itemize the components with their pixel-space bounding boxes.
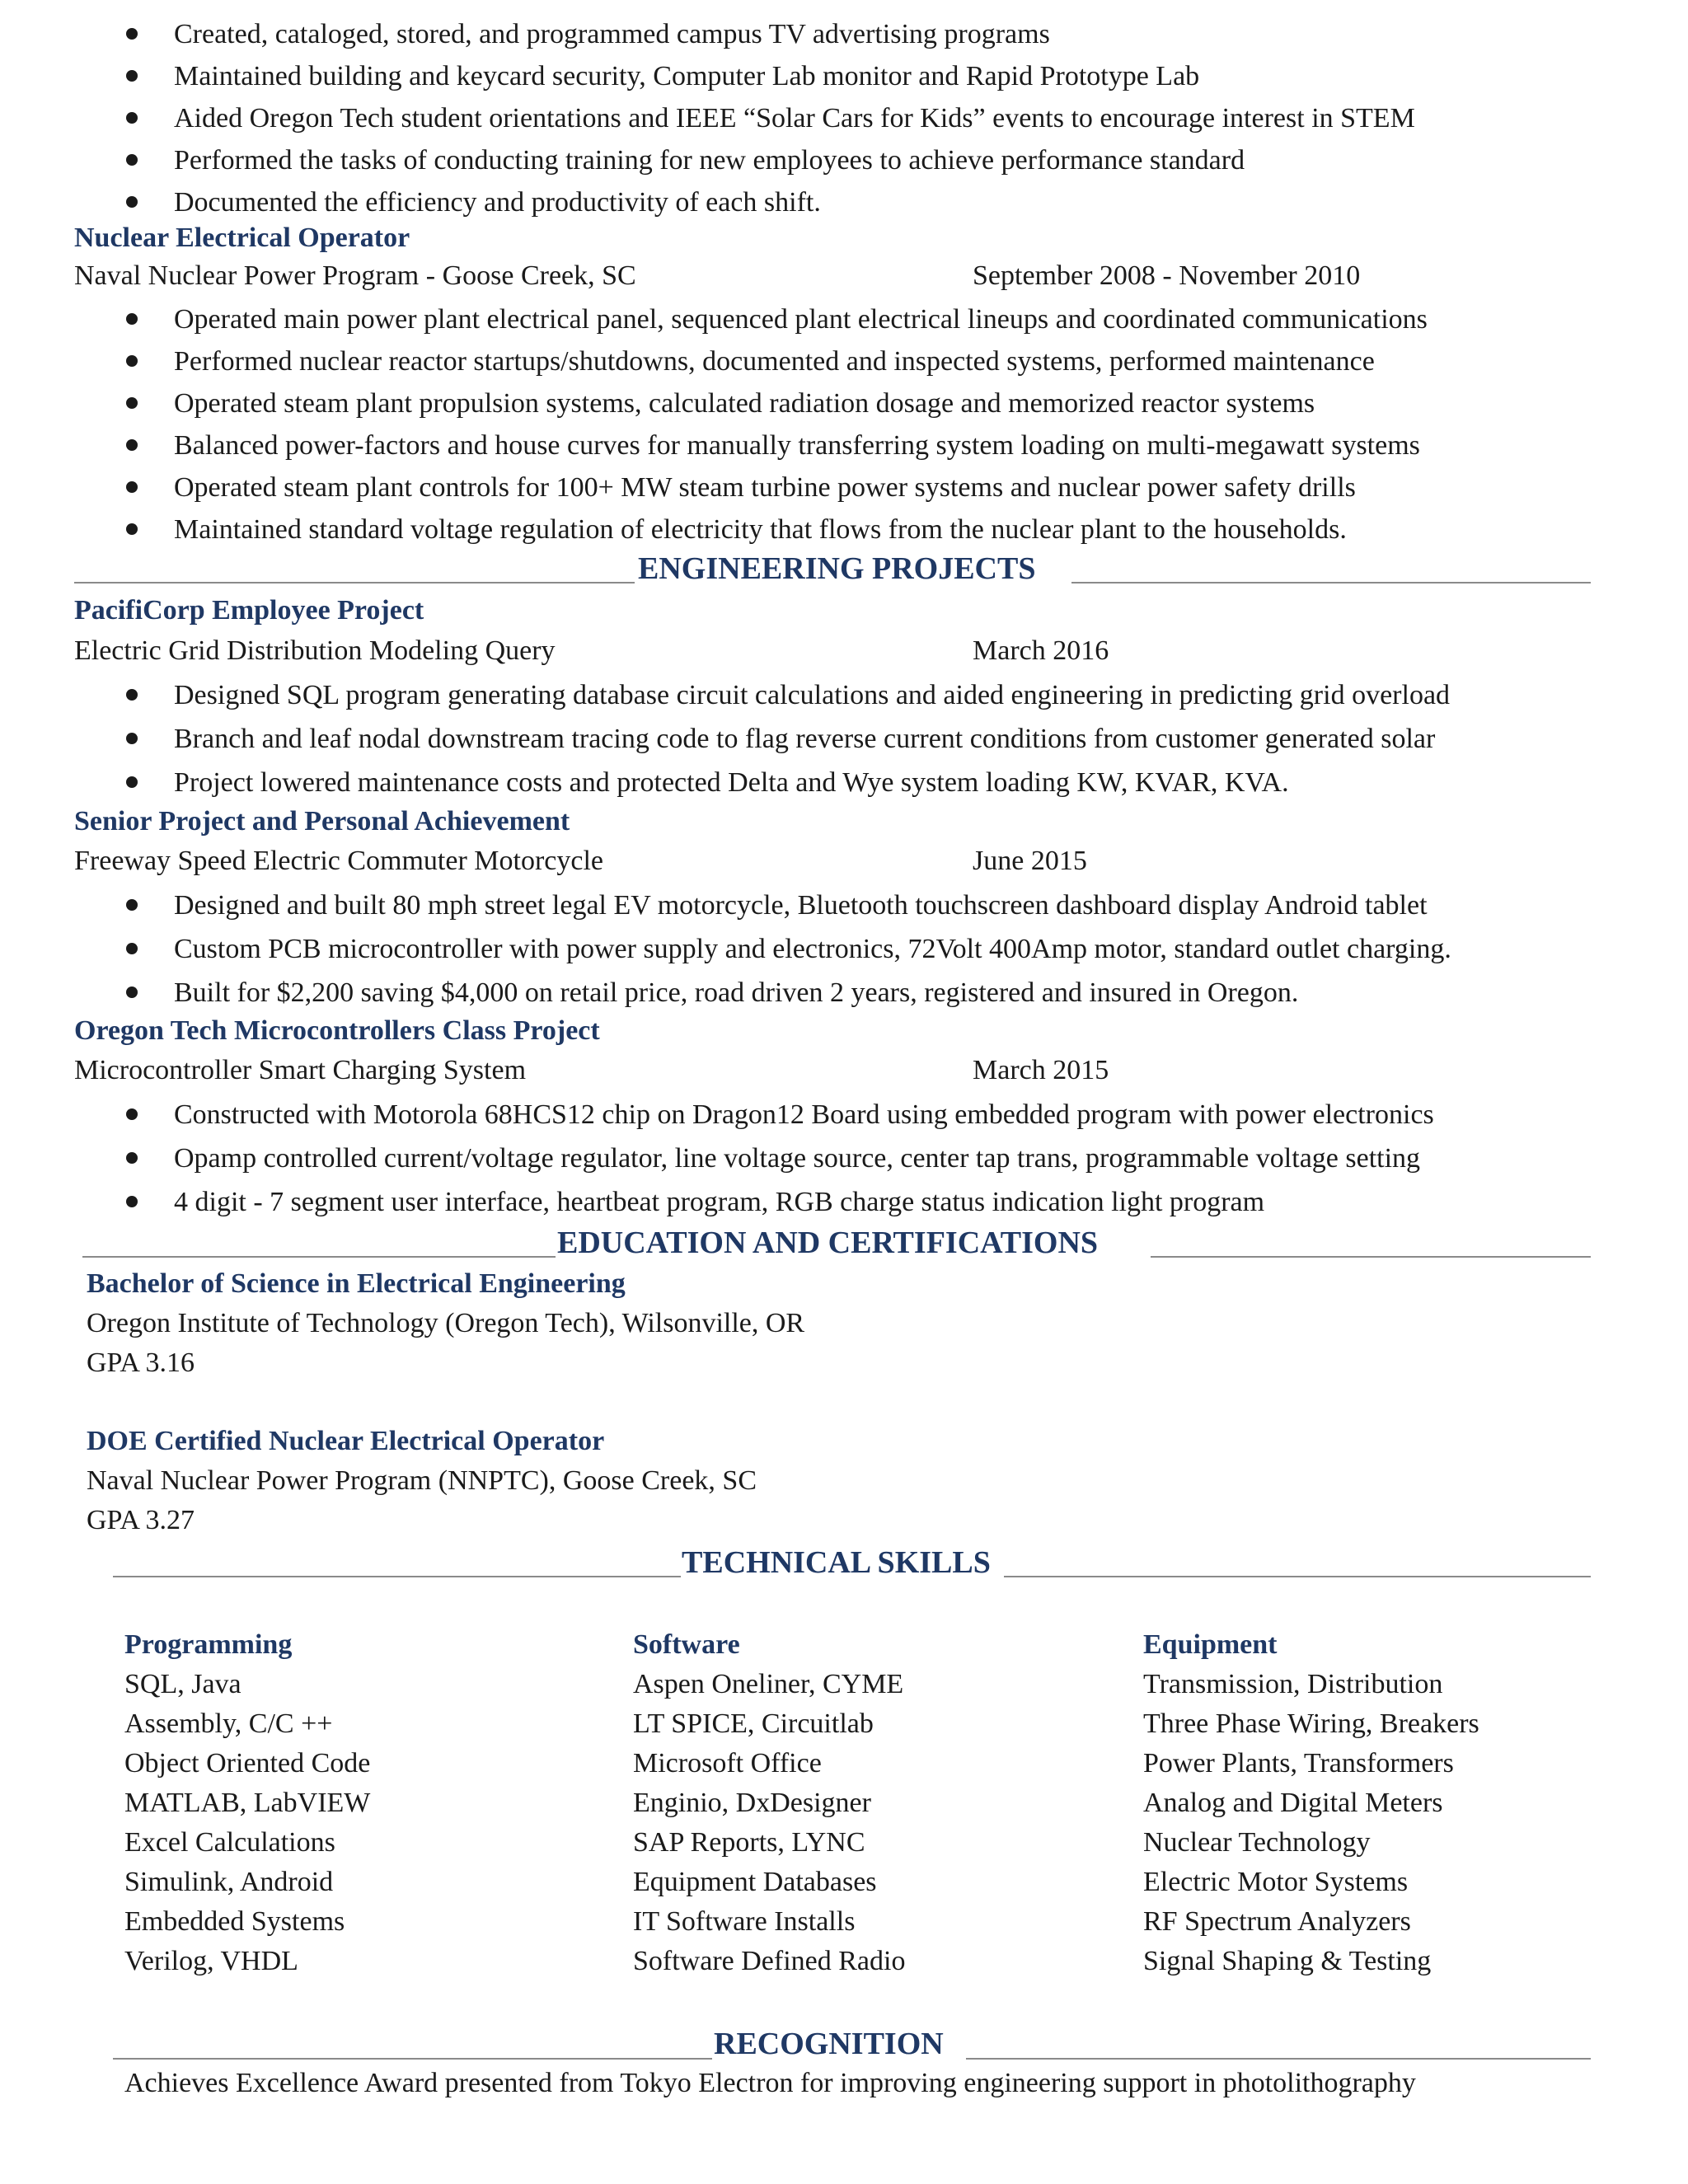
section-title: RECOGNITION	[714, 2027, 944, 2061]
bullet-icon	[126, 397, 138, 409]
skill-item: Transmission, Distribution	[1143, 1669, 1443, 1699]
bullet-text: Project lowered maintenance costs and protected Delta and Wye system loading KW, KVAR, KVA.	[174, 767, 1289, 798]
section-rule-right	[1004, 1576, 1591, 1577]
bullet-text: Performed the tasks of conducting training for new employees to achieve performance standard	[174, 145, 1245, 176]
section-rule-left	[113, 2058, 712, 2060]
bullet-text: Operated steam plant controls for 100+ MW steam turbine power systems and nuclear power safety drills	[174, 472, 1356, 503]
bullet-text: Designed SQL program generating database circuit calculations and aided engineering in predicting grid overload	[174, 680, 1451, 710]
bullet-icon	[126, 154, 138, 166]
bullet-icon	[126, 899, 138, 911]
bullet-text: Performed nuclear reactor startups/shutdowns, documented and inspected systems, performed maintenance	[174, 346, 1375, 377]
section-title: ENGINEERING PROJECTS	[638, 551, 1036, 586]
bullet-icon	[126, 28, 138, 40]
gpa: GPA 3.16	[87, 1347, 195, 1378]
gpa: GPA 3.27	[87, 1505, 195, 1535]
skill-item: RF Spectrum Analyzers	[1143, 1906, 1411, 1937]
skill-item: LT SPICE, Circuitlab	[633, 1708, 874, 1739]
section-rule-right	[1071, 582, 1591, 583]
skill-item: Software Defined Radio	[633, 1946, 906, 1976]
skill-item: MATLAB, LabVIEW	[124, 1788, 371, 1818]
bullet-icon	[126, 1108, 138, 1120]
project-date: June 2015	[973, 846, 1087, 876]
bullet-icon	[126, 943, 138, 954]
bullet-icon	[126, 987, 138, 998]
project-date: March 2016	[973, 635, 1109, 666]
bullet-text: Designed and built 80 mph street legal EV motorcycle, Bluetooth touchscreen dashboard display Android tablet	[174, 890, 1428, 921]
bullet-icon	[126, 70, 138, 82]
skills-heading: Software	[633, 1629, 740, 1660]
skill-item: Verilog, VHDL	[124, 1946, 298, 1976]
project-date: March 2015	[973, 1055, 1109, 1085]
skill-item: Equipment Databases	[633, 1867, 877, 1897]
section-rule-left	[113, 1576, 681, 1577]
job-dates: September 2008 - November 2010	[973, 260, 1361, 291]
bullet-text: Maintained standard voltage regulation of electricity that flows from the nuclear plant to the households.	[174, 514, 1347, 545]
bullet-icon	[126, 776, 138, 788]
bullet-text: Balanced power-factors and house curves for manually transferring system loading on multi-megawatt systems	[174, 430, 1420, 461]
skill-item: Excel Calculations	[124, 1827, 335, 1858]
bullet-text: Maintained building and keycard security, Computer Lab monitor and Rapid Prototype Lab	[174, 61, 1200, 91]
skill-item: Power Plants, Transformers	[1143, 1748, 1454, 1779]
bullet-icon	[126, 196, 138, 208]
project-subtitle: Electric Grid Distribution Modeling Query	[74, 635, 556, 666]
bullet-text: Custom PCB microcontroller with power supply and electronics, 72Volt 400Amp motor, standard outlet charging.	[174, 934, 1451, 964]
skill-item: Microsoft Office	[633, 1748, 822, 1779]
bullet-text: Constructed with Motorola 68HCS12 chip on Dragon12 Board using embedded program with power electronics	[174, 1099, 1434, 1130]
bullet-text: Operated steam plant propulsion systems, calculated radiation dosage and memorized reactor systems	[174, 388, 1315, 419]
degree-title: Bachelor of Science in Electrical Engineering	[87, 1268, 626, 1299]
bullet-icon	[126, 439, 138, 451]
skills-heading: Equipment	[1143, 1629, 1278, 1660]
bullet-icon	[126, 1152, 138, 1164]
project-title: Senior Project and Personal Achievement	[74, 806, 570, 837]
bullet-icon	[126, 733, 138, 744]
bullet-icon	[126, 112, 138, 124]
bullet-text: Branch and leaf nodal downstream tracing code to flag reverse current conditions from customer generated solar	[174, 724, 1436, 754]
skill-item: Object Oriented Code	[124, 1748, 371, 1779]
bullet-text: Documented the efficiency and productivity of each shift.	[174, 187, 821, 218]
job-title: Nuclear Electrical Operator	[74, 223, 410, 253]
section-rule-left	[74, 582, 635, 583]
bullet-text: 4 digit - 7 segment user interface, heartbeat program, RGB charge status indication light program	[174, 1187, 1265, 1217]
project-subtitle: Freeway Speed Electric Commuter Motorcycle	[74, 846, 603, 876]
skill-item: SAP Reports, LYNC	[633, 1827, 865, 1858]
section-rule-right	[966, 2058, 1591, 2060]
bullet-text: Operated main power plant electrical panel, sequenced plant electrical lineups and coordinated communications	[174, 304, 1428, 335]
bullet-text: Created, cataloged, stored, and programmed campus TV advertising programs	[174, 19, 1050, 49]
bullet-icon	[126, 481, 138, 493]
project-title: PacifiCorp Employee Project	[74, 595, 424, 626]
skill-item: SQL, Java	[124, 1669, 241, 1699]
recognition-text: Achieves Excellence Award presented from Tokyo Electron for improving engineering support in photolithography	[124, 2068, 1416, 2098]
bullet-icon	[126, 1196, 138, 1207]
bullet-text: Opamp controlled current/voltage regulator, line voltage source, center tap trans, programmable voltage setting	[174, 1143, 1421, 1174]
bullet-icon	[126, 355, 138, 367]
bullet-text: Built for $2,200 saving $4,000 on retail price, road driven 2 years, registered and insured in Oregon.	[174, 977, 1299, 1008]
bullet-text: Aided Oregon Tech student orientations and IEEE “Solar Cars for Kids” events to encourage interest in STEM	[174, 103, 1415, 134]
skill-item: Aspen Oneliner, CYME	[633, 1669, 904, 1699]
section-rule-right	[1151, 1256, 1591, 1258]
skill-item: IT Software Installs	[633, 1906, 856, 1937]
skill-item: Assembly, C/C ++	[124, 1708, 333, 1739]
section-rule-left	[82, 1256, 556, 1258]
section-title: TECHNICAL SKILLS	[682, 1545, 991, 1580]
school-name: Naval Nuclear Power Program (NNPTC), Goose Creek, SC	[87, 1465, 757, 1496]
section-title: EDUCATION AND CERTIFICATIONS	[557, 1226, 1099, 1260]
job-organization: Naval Nuclear Power Program - Goose Creek, SC	[74, 260, 636, 291]
skill-item: Analog and Digital Meters	[1143, 1788, 1443, 1818]
bullet-icon	[126, 523, 138, 535]
skill-item: Embedded Systems	[124, 1906, 345, 1937]
skill-item: Nuclear Technology	[1143, 1827, 1371, 1858]
skill-item: Simulink, Android	[124, 1867, 334, 1897]
project-subtitle: Microcontroller Smart Charging System	[74, 1055, 527, 1085]
school-name: Oregon Institute of Technology (Oregon Tech), Wilsonville, OR	[87, 1308, 805, 1338]
skills-heading: Programming	[124, 1629, 293, 1660]
skill-item: Electric Motor Systems	[1143, 1867, 1409, 1897]
skill-item: Signal Shaping & Testing	[1143, 1946, 1432, 1976]
project-title: Oregon Tech Microcontrollers Class Project	[74, 1015, 600, 1046]
bullet-icon	[126, 313, 138, 325]
skill-item: Three Phase Wiring, Breakers	[1143, 1708, 1479, 1739]
skill-item: Enginio, DxDesigner	[633, 1788, 871, 1818]
bullet-icon	[126, 689, 138, 701]
degree-title: DOE Certified Nuclear Electrical Operator	[87, 1426, 605, 1456]
